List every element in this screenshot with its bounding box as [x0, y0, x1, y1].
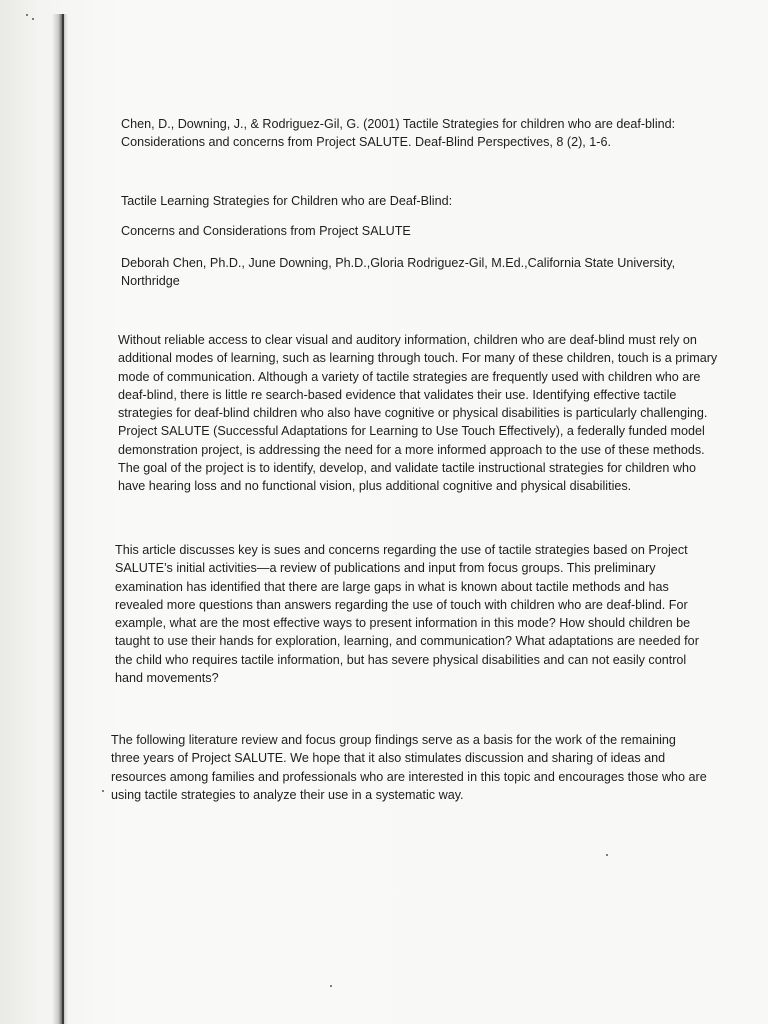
paragraph-line: Without reliable access to clear visual and auditory information, children who are deaf-blind must rely on [118, 333, 697, 347]
authors-line: Northridge [121, 274, 180, 289]
paragraph-line: revealed more questions than answers regarding the use of touch with children who are deaf-blind. For [115, 597, 688, 612]
paragraph-line: examination has identified that there are large gaps in what is known about tactile methods and has [115, 579, 669, 594]
article-subtitle [121, 222, 411, 240]
paragraph-line: This article discusses key is sues and concerns regarding the use of tactile strategies based on Project [115, 543, 688, 557]
scan-speck [102, 790, 104, 792]
paragraph-line: The goal of the project is to identify, develop, and validate tactile instructional strategies for children who [118, 461, 697, 476]
paragraph-line: the child who requires tactile information, but has severe physical disabilities and can not easily control [115, 652, 687, 667]
scan-speck [606, 854, 608, 856]
paragraph-line: mode of communication. Although a variety of tactile strategies are frequently used with children who are [118, 369, 701, 384]
paragraph-line: strategies for deaf-blind children who also have cognitive or physical disabilities is particularly challenging. [118, 406, 708, 421]
paragraph-2 [115, 541, 699, 687]
paragraph-line: demonstration project, is addressing the need for a more informed approach to the use of these methods. [118, 442, 705, 457]
paragraph-3 [111, 731, 707, 804]
scan-speck [32, 18, 34, 20]
binding-shadow [52, 14, 68, 1024]
citation [121, 115, 675, 152]
paragraph-line: SALUTE’s initial activities—a review of publications and input from focus groups. This preliminary [115, 561, 656, 576]
scan-speck [330, 985, 332, 987]
paragraph-line: additional modes of learning, such as learning through touch. For many of these children, touch is a primary [118, 351, 718, 366]
paragraph-line: The following literature review and focus group findings serve as a basis for the work of the remaining [111, 733, 676, 747]
citation-line: Chen, D., Downing, J., & Rodriguez-Gil, G. (2001) Tactile Strategies for children who are deaf-blind: [121, 117, 676, 131]
paragraph-line: taught to use their hands for exploration, learning, and communication? What adaptations are needed for [115, 634, 699, 649]
paragraph-line: have hearing loss and no functional vision, plus additional cognitive and physical disabilities. [118, 479, 632, 494]
paragraph-line: Project SALUTE (Successful Adaptations for Learning to Use Touch Effectively), a federally funded model [118, 424, 705, 439]
paragraph-line: example, what are the most effective ways to present information in this mode? How should children be [115, 616, 691, 631]
subtitle-text: Concerns and Considerations from Project SALUTE [121, 224, 411, 238]
paragraph-line: three years of Project SALUTE. We hope that it also stimulates discussion and sharing of ideas and [111, 751, 666, 766]
paragraph-1 [118, 331, 717, 496]
scan-speck [26, 14, 28, 16]
citation-line: Considerations and concerns from Project SALUTE. Deaf-Blind Perspectives, 8 (2), 1-6. [121, 135, 611, 150]
authors-line: Deborah Chen, Ph.D., June Downing, Ph.D.,Gloria Rodriguez-Gil, M.Ed.,California State University, [121, 256, 676, 270]
paragraph-line: using tactile strategies to analyze their use in a systematic way. [111, 787, 464, 802]
paragraph-line: hand movements? [115, 671, 219, 686]
paragraph-line: resources among families and professionals who are interested in this topic and encourages those who are [111, 769, 707, 784]
paragraph-line: deaf-blind, there is little re search-based evidence that validates their use. Identifying effective tactile [118, 387, 677, 402]
article-title [121, 192, 452, 210]
binding-edge [62, 14, 64, 1024]
title-text: Tactile Learning Strategies for Children who are Deaf-Blind: [121, 194, 453, 208]
authors [121, 254, 675, 291]
